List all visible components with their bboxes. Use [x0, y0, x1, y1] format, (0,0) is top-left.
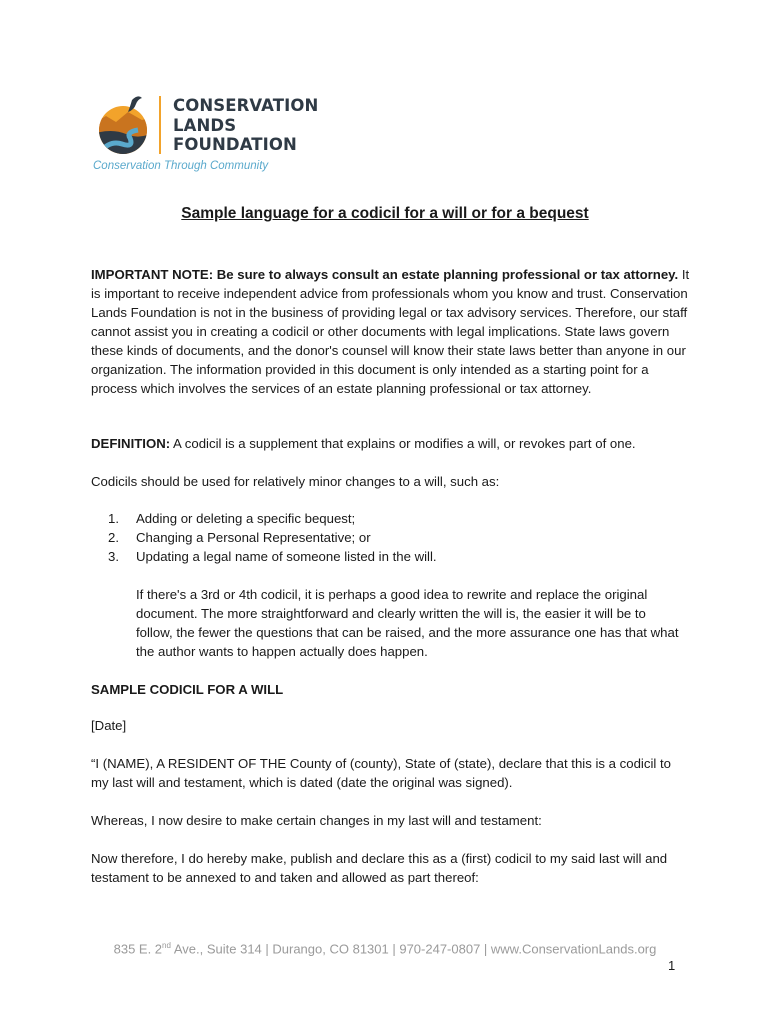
codicils-intro: Codicils should be used for relatively minor changes to a will, such as:: [91, 474, 500, 489]
now-therefore-paragraph: Now therefore, I do hereby make, publish and declare this as a (first) codicil to my said last will and testament to be annexed to and taken and allowed as part thereof:: [91, 851, 668, 885]
declaration-paragraph: “I (NAME), A RESIDENT OF THE County of (county), State of (state), declare that this is a codicil to my last will and testament, which is dated (date the original was signed).: [91, 756, 671, 790]
definition-body: A codicil is a supplement that explains or modifies a will, or revokes part of one.: [170, 436, 636, 451]
changes-list: [108, 509, 437, 566]
logo-emblem-icon: [92, 94, 154, 156]
definition-lead: DEFINITION:: [91, 436, 171, 451]
footer-address-superscript: nd: [162, 941, 171, 950]
whereas-paragraph: Whereas, I now desire to make certain changes in my last will and testament:: [91, 813, 542, 828]
important-note-paragraph: [91, 265, 691, 398]
logo-tagline: Conservation Through Community: [93, 160, 269, 172]
list-item-number: 1.: [108, 511, 119, 526]
important-note-lead: IMPORTANT NOTE: Be sure to always consult an estate planning professional or tax attorney.: [91, 267, 679, 282]
list-item-text: Adding or deleting a specific bequest;: [136, 511, 356, 526]
list-item: [108, 528, 437, 547]
page-number: 1: [668, 958, 676, 973]
list-item-text: Changing a Personal Representative; or: [136, 530, 371, 545]
footer-address-start: 835 E. 2: [113, 941, 163, 957]
footer-address: [0, 941, 770, 956]
logo-word-1: CONSERVATION: [173, 96, 319, 115]
list-item: [108, 547, 437, 566]
footer-address-rest: Ave., Suite 314 | Durango, CO 81301 | 970-247-0807 | www.ConservationLands.org: [170, 941, 657, 957]
sample-codicil-heading: SAMPLE CODICIL FOR A WILL: [91, 682, 284, 697]
logo-divider: [159, 96, 161, 154]
document-title: Sample language for a codicil for a will or for a bequest: [181, 205, 589, 222]
logo-word-3: FOUNDATION: [173, 135, 297, 154]
list-item: [108, 509, 437, 528]
rewrite-note-paragraph: If there's a 3rd or 4th codicil, it is perhaps a good idea to rewrite and replace the original document. The more straightforward and clearly written the will is, the easier it will be to follow, the fewer the questions that can be raised, and the more assurance one has that what the author wants to happen actually does happen.: [136, 587, 679, 659]
organization-logo: [92, 94, 322, 178]
date-placeholder: [Date]: [91, 718, 127, 733]
important-note-body: It is important to receive independent advice from professionals whom you know and trust. Conservation Lands Foundation is not in the business of providing legal or tax advisory services. Therefore, our staff cannot assist you in creating a codicil or other documents with legal implications. State laws govern these kinds of documents, and the donor's counsel will know their state laws better than anyone in our organization. The information provided in this document is only intended as a starting point for a process which involves the services of an estate planning professional or tax attorney.: [91, 267, 690, 396]
list-item-number: 2.: [108, 530, 119, 545]
logo-wordmark: [173, 96, 318, 155]
list-item-number: 3.: [108, 549, 119, 564]
definition-paragraph: [91, 434, 691, 453]
list-item-text: Updating a legal name of someone listed in the will.: [136, 549, 437, 564]
logo-word-2: LANDS: [173, 115, 237, 135]
